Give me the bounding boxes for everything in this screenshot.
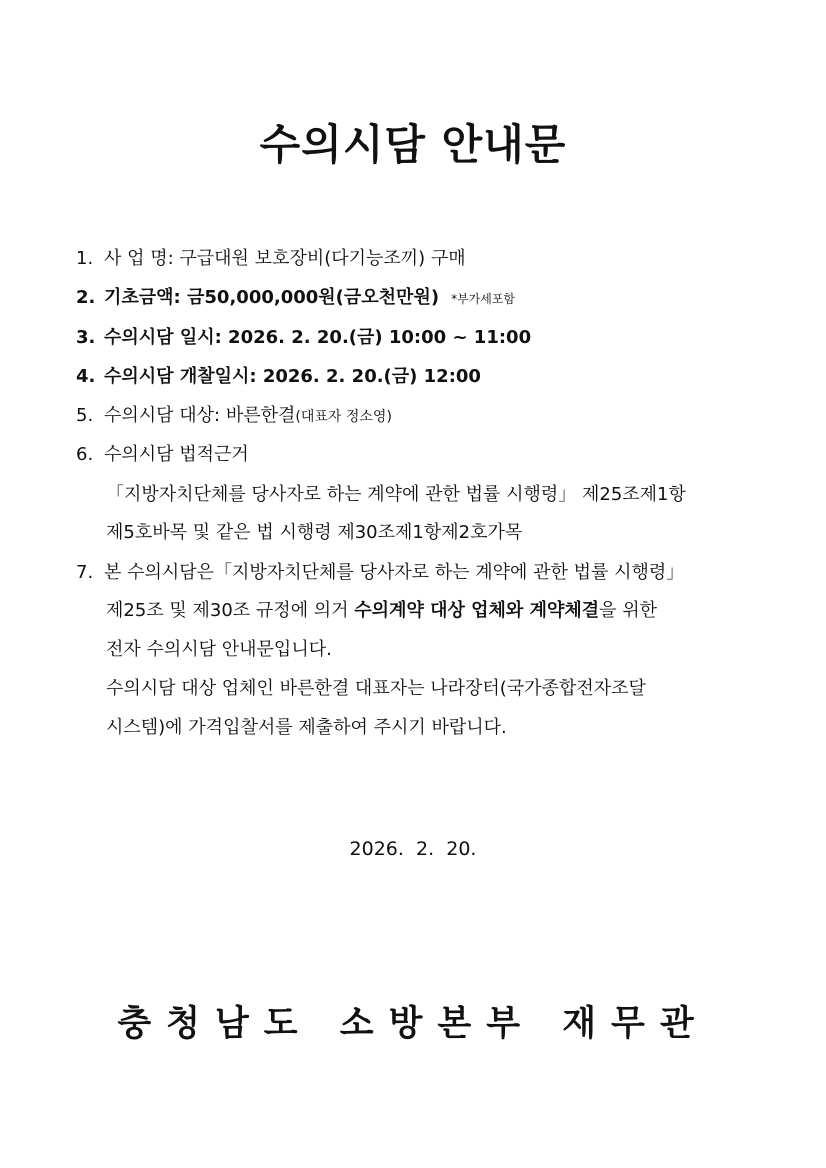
- issuer-signature: 충청남도 소방본부 재무관: [117, 1004, 709, 1044]
- item-number: 2.: [76, 287, 96, 308]
- item-notice-body: [76, 561, 684, 585]
- notice-line-2-bold: 수의계약 대상 업체와 계약체결: [354, 600, 600, 621]
- item-project-name: [76, 247, 466, 271]
- item-number: 1.: [76, 248, 94, 269]
- page-title: 수의시담 안내문: [259, 120, 567, 169]
- item-target-company: [76, 404, 392, 429]
- item-text: 수의시담 개찰일시: 2026. 2. 20.(금) 12:00: [104, 366, 481, 387]
- item-number: 7.: [76, 562, 94, 583]
- item-legal-basis: [76, 443, 249, 467]
- item-text: 수의시담 일시: 2026. 2. 20.(금) 10:00 ~ 11:00: [104, 327, 532, 348]
- item-text: 사 업 명: 구급대원 보호장비(다기능조끼) 구매: [104, 248, 466, 269]
- notice-line-3: 전자 수의시담 안내문입니다.: [106, 639, 332, 660]
- item-text: 수의시담 대상: 바른한결: [104, 405, 296, 426]
- item-text: 기초금액: 금50,000,000원(금오천만원): [104, 287, 440, 308]
- item-negotiation-datetime: [76, 326, 531, 350]
- representative-note: (대표자 정소영): [295, 409, 392, 425]
- notice-line-1: 본 수의시담은「지방자치단체를 당사자로 하는 계약에 관한 법률 시행령」: [104, 562, 685, 583]
- item-text: 수의시담 법적근거: [104, 444, 249, 465]
- item-number: 3.: [76, 327, 96, 348]
- document-date: 2026. 2. 20.: [349, 838, 477, 860]
- legal-basis-line-2: 제5호바목 및 같은 법 시행령 제30조제1항제2호가목: [106, 522, 523, 543]
- notice-line-2: [106, 599, 657, 623]
- notice-line-4: 수의시담 대상 업체인 바른한결 대표자는 나라장터(국가종합전자조달: [106, 678, 646, 699]
- notice-line-2-pre: 제25조 및 제30조 규정에 의거: [106, 600, 355, 621]
- item-opening-datetime: [76, 365, 481, 389]
- item-number: 5.: [76, 405, 94, 426]
- notice-line-2-post: 을 위한: [599, 600, 658, 621]
- legal-basis-line-1: 「지방자치단체를 당사자로 하는 계약에 관한 법률 시행령」 제25조제1항: [106, 484, 686, 505]
- item-number: 4.: [76, 366, 96, 387]
- item-number: 6.: [76, 444, 94, 465]
- item-base-amount: [76, 286, 515, 311]
- vat-note: *부가세포함: [451, 292, 516, 306]
- notice-line-5: 시스템)에 가격입찰서를 제출하여 주시기 바랍니다.: [106, 717, 507, 738]
